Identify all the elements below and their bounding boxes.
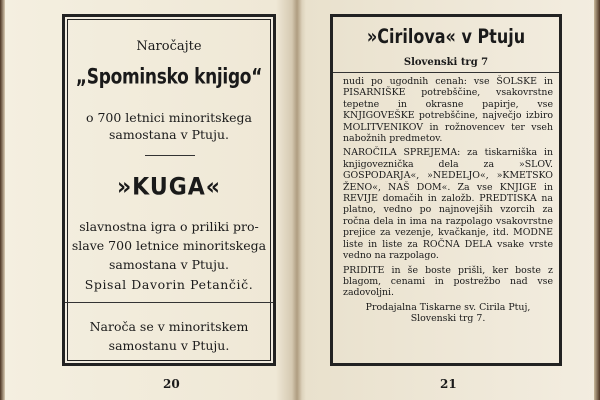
book-gutter bbox=[292, 0, 302, 400]
play-title: »KUGA« bbox=[116, 173, 222, 202]
left-page-advertisement bbox=[62, 14, 276, 366]
order-note-line-1: Naroča se v minoritskem bbox=[89, 319, 249, 334]
play-desc-line-2: slave 700 letnice minoritskega bbox=[71, 238, 267, 253]
book-description bbox=[71, 109, 267, 143]
paragraph-offerings: nudi po ugodnih cenah: vse ŠOLSKE in PISARNIŠKE potrebščine, vsakovrstne tepetne in okrasne papirje, vse KNJIGOVEŠKE potrebščine, največjo izbiro MOLITVENIKOV in rožnovencev ter vseh nabožnih predmetov. bbox=[343, 76, 553, 145]
short-rule bbox=[145, 155, 195, 156]
book-edge-right bbox=[594, 0, 600, 400]
book-edge-left bbox=[0, 0, 5, 400]
right-page-advertisement bbox=[330, 14, 562, 366]
signature-line-1: Prodajalna Tiskarne sv. Cirila Ptuj, bbox=[365, 301, 531, 313]
paragraph-orders: NAROČILA SPREJEMA: za tiskarniška in knjigoveznička dela za »SLOV. GOSPODARJA«, »NEDELJO«, »KMETSKO ŽENO«, NAŠ DOM«. Za vse KNJIGE in REVIJE domačih in založb. PREDTISKA na platno, vedno po najnovejših vzorcih za ročna dela in ima na razpolago vsakovrstne prejice za vezenje, kvačkanje, itd. MODNE liste in liste za ROČNA DELA vsake vrste vedno na razpolago. bbox=[343, 147, 553, 262]
signature-line-2: Slovenski trg 7. bbox=[410, 313, 486, 325]
play-description bbox=[69, 217, 269, 274]
page-number-left: 20 bbox=[163, 377, 180, 391]
play-desc-line-1: slavnostna igra o priliki pro- bbox=[79, 219, 259, 234]
intro-text: Naročajte bbox=[136, 39, 202, 54]
paragraph-signature bbox=[343, 302, 553, 325]
page-number-right: 21 bbox=[440, 377, 457, 391]
ad-body bbox=[343, 76, 553, 327]
order-note-line-2: samostanu v Ptuju. bbox=[108, 338, 230, 353]
divider-line bbox=[65, 302, 273, 303]
book-desc-line-1: o 700 letnici minoritskega bbox=[85, 110, 253, 125]
header-rule bbox=[333, 72, 559, 73]
book-desc-line-2: samostana v Ptuju. bbox=[108, 127, 230, 142]
shop-address: Slovenski trg 7 bbox=[403, 57, 489, 68]
author-line: Spisal Davorin Petančič. bbox=[84, 277, 254, 292]
paragraph-invitation: PRIDITE in še boste prišli, ker boste z blagom, cenami in postrežbo nad vse zadovoljni. bbox=[343, 264, 553, 299]
book-title: „Spominsko knjigo“ bbox=[75, 64, 263, 90]
shop-name: »Cirilova« v Ptuju bbox=[366, 25, 526, 48]
play-desc-line-3: samostana v Ptuju. bbox=[108, 257, 230, 272]
order-note bbox=[69, 317, 269, 355]
